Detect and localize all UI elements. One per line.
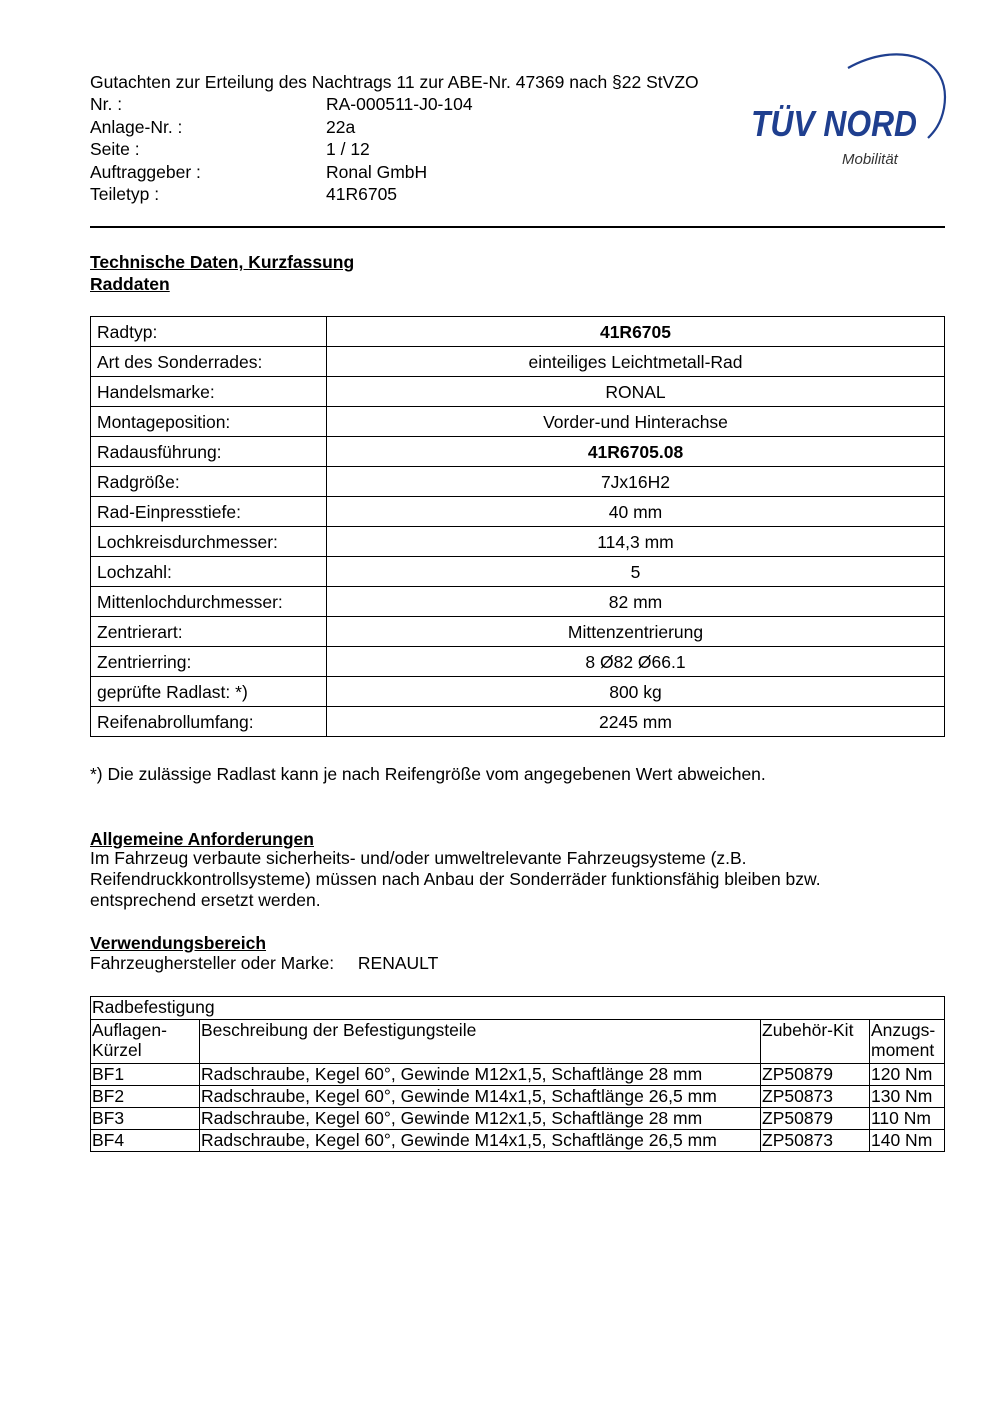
header-field-label: Nr. : bbox=[90, 94, 123, 114]
fastening-code: BF4 bbox=[91, 1130, 200, 1152]
header-divider bbox=[90, 226, 945, 228]
header-field-label: Seite : bbox=[90, 139, 140, 159]
header-field-value: Ronal GmbH bbox=[326, 161, 428, 182]
header-fields bbox=[90, 93, 590, 206]
fastening-kit: ZP50879 bbox=[761, 1108, 870, 1130]
wheel-data-row bbox=[91, 647, 945, 677]
fastening-torque: 120 Nm bbox=[870, 1064, 945, 1086]
header-field-label: Teiletyp : bbox=[90, 184, 160, 204]
wheel-data-row bbox=[91, 707, 945, 737]
header-field-value: 22a bbox=[326, 116, 356, 137]
fastening-title-row bbox=[91, 997, 945, 1020]
fastening-row bbox=[91, 1130, 945, 1152]
wheel-data-label: Montageposition: bbox=[91, 407, 327, 437]
header-field-anlage bbox=[90, 116, 590, 139]
fastening-kit: ZP50873 bbox=[761, 1086, 870, 1108]
wheel-data-label: geprüfte Radlast: *) bbox=[91, 677, 327, 707]
header-field-auftraggeber bbox=[90, 161, 590, 184]
wheel-data-row bbox=[91, 407, 945, 437]
wheel-data-label: Handelsmarke: bbox=[91, 377, 327, 407]
wheel-data-label: Zentrierring: bbox=[91, 647, 327, 677]
wheel-data-label: Zentrierart: bbox=[91, 617, 327, 647]
wheel-data-value: 7Jx16H2 bbox=[327, 467, 945, 497]
manufacturer-label: Fahrzeughersteller oder Marke: bbox=[90, 953, 335, 973]
section-title-technical: Technische Daten, Kurzfassung bbox=[90, 252, 355, 272]
manufacturer-line bbox=[90, 953, 438, 974]
wheel-data-row bbox=[91, 317, 945, 347]
section-title-usage: Verwendungsbereich bbox=[90, 933, 267, 953]
header-torque bbox=[870, 1020, 945, 1064]
header-description: Beschreibung der Befestigungsteile bbox=[200, 1020, 761, 1064]
wheel-data-label: Mittenlochdurchmesser: bbox=[91, 587, 327, 617]
wheel-data-label: Art des Sonderrades: bbox=[91, 347, 327, 377]
fastening-table bbox=[90, 996, 945, 1152]
fastening-code: BF1 bbox=[91, 1064, 200, 1086]
wheel-data-value: 41R6705 bbox=[327, 317, 945, 347]
wheel-data-label: Lochzahl: bbox=[91, 557, 327, 587]
fastening-torque: 130 Nm bbox=[870, 1086, 945, 1108]
fastening-row bbox=[91, 1064, 945, 1086]
header-kit: Zubehör-Kit bbox=[761, 1020, 870, 1064]
fastening-row bbox=[91, 1086, 945, 1108]
header-field-seite bbox=[90, 138, 590, 161]
wheel-data-value: 40 mm bbox=[327, 497, 945, 527]
fastening-kit: ZP50873 bbox=[761, 1130, 870, 1152]
header-code-line2: Kürzel bbox=[92, 1040, 142, 1060]
wheel-data-label: Rad-Einpresstiefe: bbox=[91, 497, 327, 527]
wheel-data-row bbox=[91, 587, 945, 617]
header-torque-line2: moment bbox=[871, 1040, 935, 1060]
wheel-data-value: 82 mm bbox=[327, 587, 945, 617]
wheel-data-value: 2245 mm bbox=[327, 707, 945, 737]
wheel-data-value: Mittenzentrierung bbox=[327, 617, 945, 647]
fastening-description: Radschraube, Kegel 60°, Gewinde M14x1,5, Schaftlänge 26,5 mm bbox=[200, 1086, 761, 1108]
header-field-label: Auftraggeber : bbox=[90, 161, 201, 182]
wheel-data-value: einteiliges Leichtmetall-Rad bbox=[327, 347, 945, 377]
wheel-data-label: Radgröße: bbox=[91, 467, 327, 497]
fastening-description: Radschraube, Kegel 60°, Gewinde M12x1,5, Schaftlänge 28 mm bbox=[200, 1108, 761, 1130]
logo-sub-text: Mobilität bbox=[842, 151, 898, 168]
wheel-footnote: *) Die zulässige Radlast kann je nach Reifengröße vom angegebenen Wert abweichen. bbox=[90, 764, 766, 784]
fastening-row bbox=[91, 1108, 945, 1130]
fastening-description: Radschraube, Kegel 60°, Gewinde M12x1,5, Schaftlänge 28 mm bbox=[200, 1064, 761, 1086]
logo-brand-text: TÜV NORD bbox=[751, 103, 917, 144]
header-field-value: 1 / 12 bbox=[326, 139, 370, 159]
wheel-data-row bbox=[91, 677, 945, 707]
wheel-data-value: Vorder-und Hinterachse bbox=[327, 407, 945, 437]
wheel-data-table bbox=[90, 316, 945, 737]
wheel-data-row bbox=[91, 347, 945, 377]
fastening-code: BF3 bbox=[91, 1108, 200, 1130]
wheel-data-row bbox=[91, 437, 945, 467]
wheel-data-value: 114,3 mm bbox=[327, 527, 945, 557]
wheel-data-row bbox=[91, 377, 945, 407]
wheel-data-value: 800 kg bbox=[327, 677, 945, 707]
fastening-table-body bbox=[91, 997, 945, 1152]
wheel-data-label: Radausführung: bbox=[91, 437, 327, 467]
header-code-line1: Auflagen- bbox=[92, 1020, 167, 1040]
fastening-kit: ZP50879 bbox=[761, 1064, 870, 1086]
fastening-code: BF2 bbox=[91, 1086, 200, 1108]
header-code bbox=[91, 1020, 200, 1064]
wheel-data-row bbox=[91, 557, 945, 587]
wheel-data-row bbox=[91, 467, 945, 497]
header-field-nr bbox=[90, 93, 590, 116]
section-title-general: Allgemeine Anforderungen bbox=[90, 829, 314, 849]
header-field-label: Anlage-Nr. : bbox=[90, 116, 183, 137]
wheel-data-value: 5 bbox=[327, 557, 945, 587]
wheel-data-row bbox=[91, 527, 945, 557]
wheel-data-label: Radtyp: bbox=[91, 317, 327, 347]
fastening-title: Radbefestigung bbox=[91, 997, 945, 1020]
wheel-data-row bbox=[91, 617, 945, 647]
wheel-data-label: Reifenabrollumfang: bbox=[91, 707, 327, 737]
header-field-value: RA-000511-J0-104 bbox=[326, 94, 473, 114]
fastening-torque: 140 Nm bbox=[870, 1130, 945, 1152]
header-field-teiletyp bbox=[90, 183, 590, 206]
fastening-torque: 110 Nm bbox=[870, 1108, 945, 1130]
wheel-data-body bbox=[91, 317, 945, 737]
wheel-data-value: 8 Ø82 Ø66.1 bbox=[327, 647, 945, 677]
fastening-header-row bbox=[91, 1020, 945, 1064]
header-field-value: 41R6705 bbox=[326, 184, 398, 204]
document-title: Gutachten zur Erteilung des Nachtrags 11 zur ABE-Nr. 47369 nach §22 StVZO bbox=[90, 72, 699, 92]
wheel-data-value: 41R6705.08 bbox=[327, 437, 945, 467]
wheel-data-label: Lochkreisdurchmesser: bbox=[91, 527, 327, 557]
manufacturer-value: RENAULT bbox=[357, 953, 439, 973]
tuv-nord-logo bbox=[748, 46, 948, 171]
general-requirements-text: Im Fahrzeug verbaute sicherheits- und/oder umweltrelevante Fahrzeugsysteme (z.B. Reifendruckkontrollsysteme) müssen nach Anbau der Sonderräder funktionsfähig bleiben bzw. entsprechend ersetzt werden. bbox=[90, 848, 821, 910]
section-title-wheel: Raddaten bbox=[90, 274, 170, 294]
wheel-data-row bbox=[91, 497, 945, 527]
wheel-data-value: RONAL bbox=[327, 377, 945, 407]
header-torque-line1: Anzugs- bbox=[871, 1020, 936, 1040]
fastening-description: Radschraube, Kegel 60°, Gewinde M14x1,5, Schaftlänge 26,5 mm bbox=[200, 1130, 761, 1152]
